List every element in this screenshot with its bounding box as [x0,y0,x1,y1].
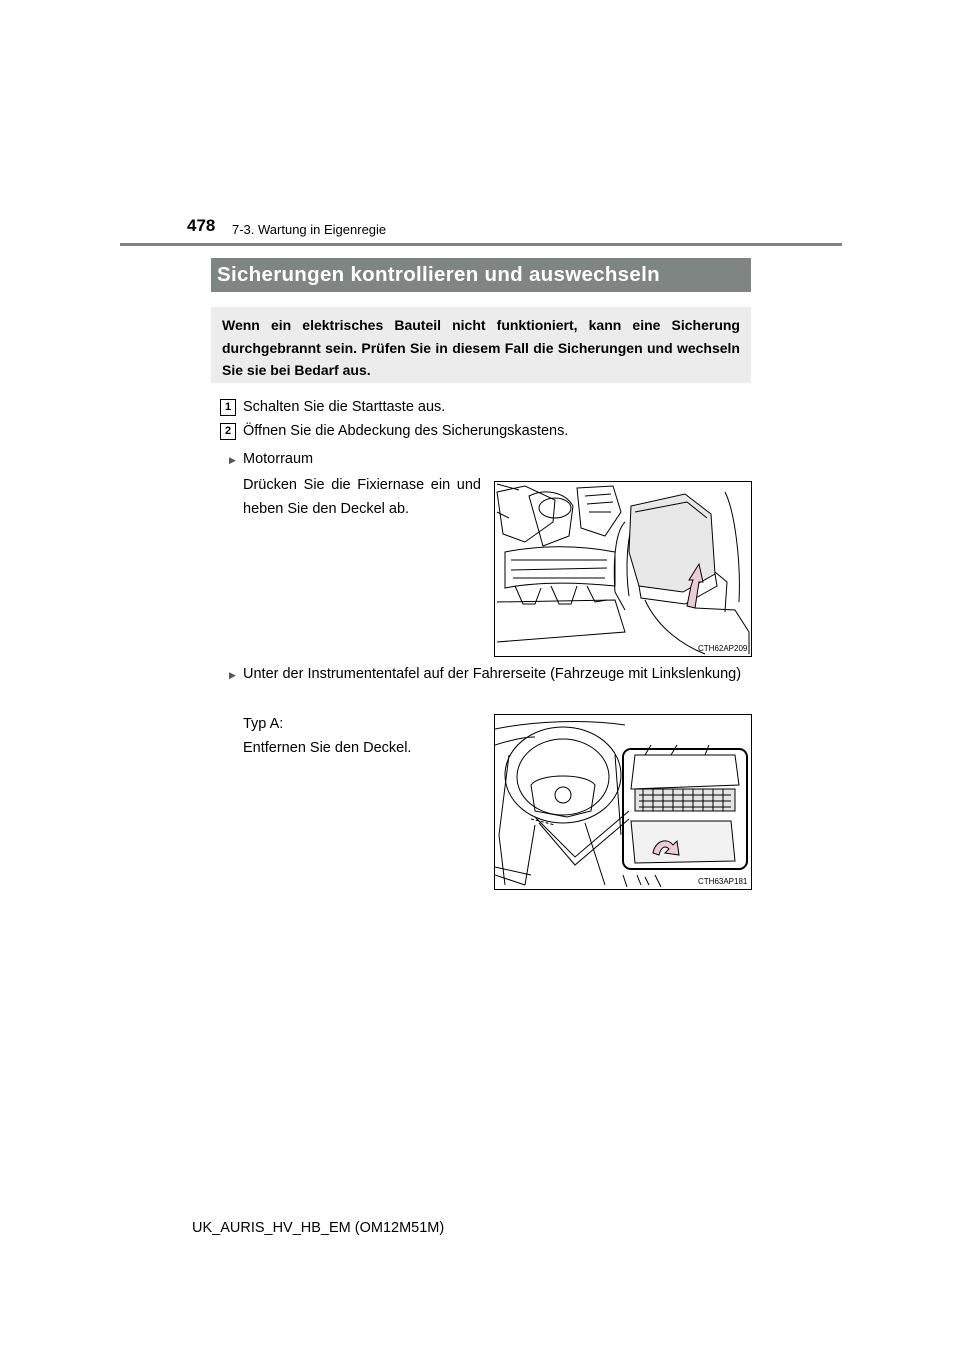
step-text-1: Schalten Sie die Starttaste aus. [243,399,446,415]
bullet-motorraum: Motorraum [243,451,314,467]
page-number: 478 [187,216,216,235]
bullet-arrow-icon: ▶ [229,670,236,680]
figure-engine-fusebox [494,481,752,657]
figure-code-1: CTH62AP209 [698,644,748,653]
bullet-arrow-icon: ▶ [229,455,236,465]
instruction-engine: Drücken Sie die Fixiernase ein und heben Sie den Deckel ab. [243,477,481,517]
step-number-2: 2 [220,423,236,440]
bullet-instrument-panel: Unter der Instrumententafel auf der Fahrerseite (Fahrzeuge mit Linkslenkung) [243,666,742,682]
steering-wheel-illustration [495,715,751,889]
figure-code-2: CTH63AP181 [698,877,748,886]
intro-text: Wenn ein elektrisches Bauteil nicht funktioniert, kann eine Sicherung durchgebrannt sein. Prüfen Sie in diesem Fall die Sicherungen und wechseln Sie sie bei Bedarf aus. [222,317,740,378]
engine-bay-illustration [495,482,751,656]
step-number-1: 1 [220,399,236,416]
figure-instrument-fusebox [494,714,752,890]
section-title: 7-3. Wartung in Eigenregie [232,222,387,237]
step-text-2: Öffnen Sie die Abdeckung des Sicherungskastens. [243,423,569,439]
page-heading: Sicherungen kontrollieren und auswechseln [217,263,660,286]
instruction-cover: Entfernen Sie den Deckel. [243,740,412,756]
header-rule [120,243,842,246]
type-label: Typ A: [243,716,284,732]
footer-document-id: UK_AURIS_HV_HB_EM (OM12M51M) [192,1220,445,1236]
